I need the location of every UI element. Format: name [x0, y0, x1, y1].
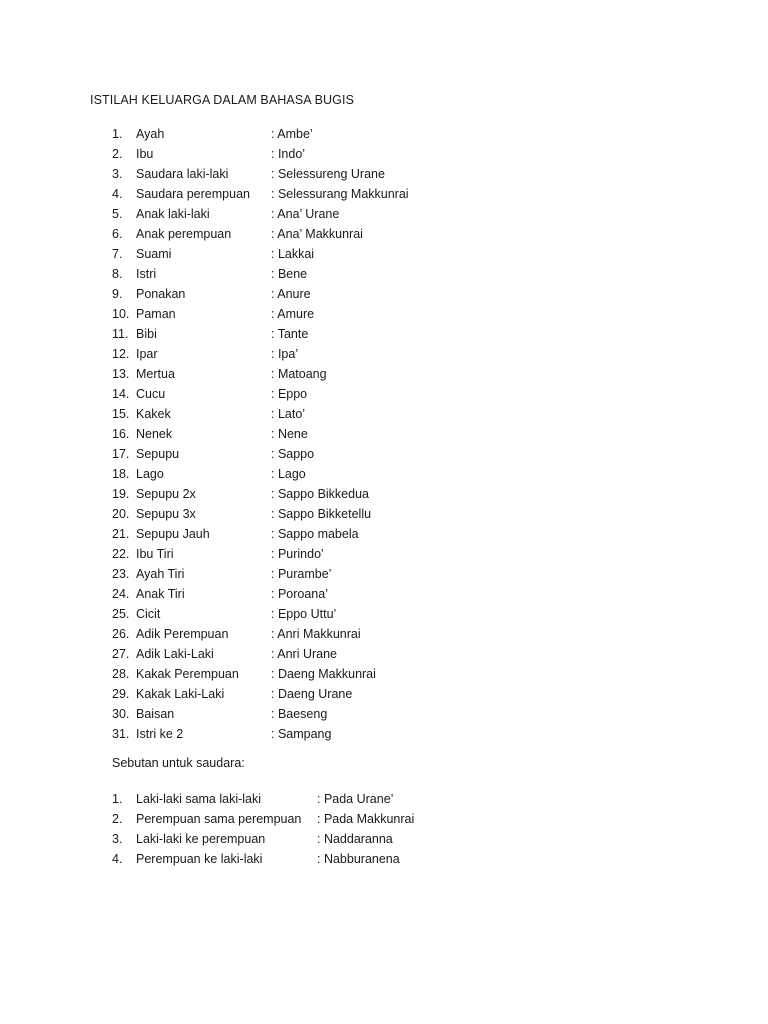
item-term: Istri: [136, 267, 157, 281]
item-term: Sepupu Jauh: [136, 527, 210, 541]
item-number: 2.: [112, 812, 123, 826]
item-term: Bibi: [136, 327, 157, 341]
item-term: Perempuan ke laki-laki: [136, 852, 263, 866]
item-bugis-term: : Indo’: [271, 147, 306, 161]
document-title: ISTILAH KELUARGA DALAM BAHASA BUGIS: [90, 93, 355, 107]
item-term: Paman: [136, 307, 176, 321]
item-number: 27.: [112, 647, 130, 661]
item-term: Laki-laki ke perempuan: [136, 832, 266, 846]
item-term: Cicit: [136, 607, 161, 621]
item-bugis-term: : Sappo mabela: [271, 527, 359, 541]
item-term: Sepupu: [136, 447, 180, 461]
item-term: Suami: [136, 247, 172, 261]
item-number: 22.: [112, 547, 130, 561]
item-number: 5.: [112, 207, 123, 221]
item-term: Perempuan sama perempuan: [136, 812, 302, 826]
item-bugis-term: : Tante: [271, 327, 309, 341]
item-number: 10.: [112, 307, 130, 321]
item-bugis-term: : Purambe’: [271, 567, 332, 581]
item-number: 1.: [112, 792, 123, 806]
item-term: Adik Laki-Laki: [136, 647, 214, 661]
item-number: 3.: [112, 832, 123, 846]
item-number: 7.: [112, 247, 123, 261]
item-number: 6.: [112, 227, 123, 241]
item-term: Adik Perempuan: [136, 627, 229, 641]
item-number: 16.: [112, 427, 130, 441]
item-number: 23.: [112, 567, 130, 581]
item-term: Nenek: [136, 427, 173, 441]
item-term: Ibu Tiri: [136, 547, 174, 561]
item-term: Mertua: [136, 367, 175, 381]
item-term: Istri ke 2: [136, 727, 184, 741]
item-term: Kakek: [136, 407, 171, 421]
item-number: 30.: [112, 707, 130, 721]
item-bugis-term: : Sappo: [271, 447, 315, 461]
item-number: 20.: [112, 507, 130, 521]
item-term: Saudara laki-laki: [136, 167, 229, 181]
item-term: Ponakan: [136, 287, 186, 301]
item-number: 4.: [112, 187, 123, 201]
item-bugis-term: : Ana’ Urane: [271, 207, 340, 221]
item-number: 28.: [112, 667, 130, 681]
item-number: 13.: [112, 367, 130, 381]
item-bugis-term: : Amure: [271, 307, 315, 321]
item-term: Ayah Tiri: [136, 567, 185, 581]
item-number: 15.: [112, 407, 130, 421]
item-bugis-term: : Ambe’: [271, 127, 313, 141]
item-number: 11.: [112, 327, 129, 341]
item-bugis-term: : Anri Makkunrai: [271, 627, 361, 641]
item-term: Anak Tiri: [136, 587, 185, 601]
item-bugis-term: : Lakkai: [271, 247, 315, 261]
item-term: Sepupu 2x: [136, 487, 196, 501]
item-term: Kakak Perempuan: [136, 667, 239, 681]
item-bugis-term: : Baeseng: [271, 707, 328, 721]
item-term: Saudara perempuan: [136, 187, 250, 201]
item-bugis-term: : Selessurang Makkunrai: [271, 187, 409, 201]
item-bugis-term: : Pada Urane’: [317, 792, 394, 806]
item-term: Ipar: [136, 347, 158, 361]
item-number: 3.: [112, 167, 123, 181]
item-term: Sepupu 3x: [136, 507, 196, 521]
item-bugis-term: : Lago: [271, 467, 306, 481]
item-bugis-term: : Pada Makkunrai: [317, 812, 415, 826]
item-bugis-term: : Sampang: [271, 727, 332, 741]
item-number: 31.: [112, 727, 130, 741]
item-bugis-term: : Matoang: [271, 367, 327, 381]
item-term: Ibu: [136, 147, 154, 161]
item-bugis-term: : Sappo Bikketellu: [271, 507, 372, 521]
item-term: Anak perempuan: [136, 227, 232, 241]
item-term: Baisan: [136, 707, 175, 721]
item-number: 19.: [112, 487, 130, 501]
item-bugis-term: : Lato’: [271, 407, 306, 421]
item-bugis-term: : Purindo’: [271, 547, 324, 561]
item-bugis-term: : Ana’ Makkunrai: [271, 227, 363, 241]
item-number: 12.: [112, 347, 130, 361]
item-bugis-term: : Selessureng Urane: [271, 167, 385, 181]
item-number: 25.: [112, 607, 130, 621]
item-bugis-term: : Sappo Bikkedua: [271, 487, 369, 501]
item-number: 17.: [112, 447, 130, 461]
item-number: 9.: [112, 287, 123, 301]
item-bugis-term: : Naddaranna: [317, 832, 393, 846]
item-number: 2.: [112, 147, 123, 161]
item-number: 24.: [112, 587, 130, 601]
item-bugis-term: : Nabburanena: [317, 852, 400, 866]
item-bugis-term: : Nene: [271, 427, 308, 441]
item-term: Kakak Laki-Laki: [136, 687, 225, 701]
item-number: 29.: [112, 687, 130, 701]
item-bugis-term: : Daeng Makkunrai: [271, 667, 376, 681]
item-bugis-term: : Eppo Uttu’: [271, 607, 337, 621]
item-number: 1.: [112, 127, 123, 141]
item-number: 18.: [112, 467, 130, 481]
item-number: 21.: [112, 527, 130, 541]
item-number: 8.: [112, 267, 123, 281]
item-term: Cucu: [136, 387, 166, 401]
item-number: 4.: [112, 852, 123, 866]
item-term: Anak laki-laki: [136, 207, 210, 221]
item-number: 26.: [112, 627, 130, 641]
item-bugis-term: : Ipa’: [271, 347, 299, 361]
item-bugis-term: : Anure: [271, 287, 311, 301]
item-term: Laki-laki sama laki-laki: [136, 792, 262, 806]
item-bugis-term: : Poroana’: [271, 587, 328, 601]
item-term: Ayah: [136, 127, 165, 141]
item-bugis-term: : Daeng Urane: [271, 687, 353, 701]
item-bugis-term: : Anri Urane: [271, 647, 338, 661]
item-term: Lago: [136, 467, 164, 481]
item-bugis-term: : Bene: [271, 267, 308, 281]
sibling-section-label: Sebutan untuk saudara:: [112, 756, 245, 770]
item-bugis-term: : Eppo: [271, 387, 308, 401]
item-number: 14.: [112, 387, 130, 401]
